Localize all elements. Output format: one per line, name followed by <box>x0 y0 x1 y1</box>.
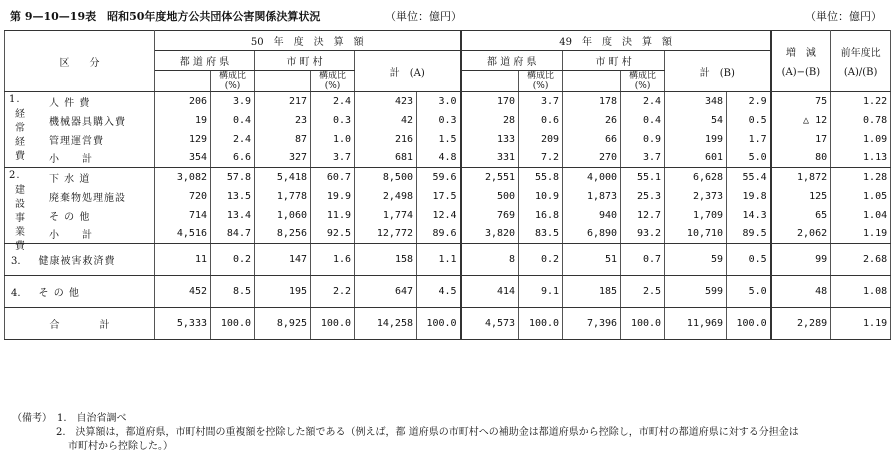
table-cell: 681 <box>355 149 417 168</box>
table-cell: 55.1 <box>621 168 665 187</box>
table-cell: 1.7 <box>727 130 771 149</box>
table-cell: 25.3 <box>621 187 665 206</box>
table-row <box>5 130 891 149</box>
table-cell: 5.0 <box>727 276 771 308</box>
row-name: 小 計 <box>49 154 93 166</box>
table-cell: 10,710 <box>665 225 727 244</box>
table-cell: 217 <box>255 92 311 111</box>
row-label <box>5 225 155 244</box>
header-total-a: 計 (A) <box>355 51 461 92</box>
table-cell: 55.8 <box>519 168 563 187</box>
ratio-unit: (%) <box>634 81 651 91</box>
table-cell: 452 <box>155 276 211 308</box>
table-cell: 2.4 <box>311 92 355 111</box>
table-row <box>5 187 891 206</box>
row-name: 管理運営費 <box>49 135 104 147</box>
table-cell: 42 <box>355 111 417 130</box>
row-number: 3. <box>11 256 21 267</box>
table-cell: 5.0 <box>727 149 771 168</box>
table-cell: 93.2 <box>621 225 665 244</box>
table-cell: 170 <box>461 92 519 111</box>
table-row <box>5 111 891 130</box>
table-cell: 60.7 <box>311 168 355 187</box>
table-cell: 54 <box>665 111 727 130</box>
note-3: 市町村から控除した。） <box>68 441 173 452</box>
table-cell: 2,551 <box>461 168 519 187</box>
table-cell: 199 <box>665 130 727 149</box>
table-cell: 89.5 <box>727 225 771 244</box>
table-cell: 26 <box>563 111 621 130</box>
unit-label-left: （単位：億円） <box>385 10 462 23</box>
table-cell: 3.0 <box>417 92 461 111</box>
row-name: 廃棄物処理施設 <box>49 192 126 204</box>
table-cell: 23 <box>255 111 311 130</box>
table-cell: 216 <box>355 130 417 149</box>
header-amount <box>461 71 519 92</box>
table-title: 第 9—10—19表 昭和50年度地方公共団体公害関係決算状況 <box>10 10 321 23</box>
table-cell: 0.6 <box>519 111 563 130</box>
table-cell: 6.6 <box>211 149 255 168</box>
table-cell: 8,256 <box>255 225 311 244</box>
table-cell: 11 <box>155 244 211 276</box>
header-ratio <box>311 71 355 92</box>
table-cell: 414 <box>461 276 519 308</box>
row-label <box>5 276 155 308</box>
table-cell: 1,709 <box>665 206 727 225</box>
header-pref-49: 都 道 府 県 <box>461 51 563 71</box>
table-cell: 0.3 <box>311 111 355 130</box>
table-cell: 206 <box>155 92 211 111</box>
table-cell: 185 <box>563 276 621 308</box>
row-label <box>5 130 155 149</box>
table-cell: 100.0 <box>417 308 461 340</box>
table-cell: 2,062 <box>771 225 831 244</box>
table-cell: 1.19 <box>831 225 891 244</box>
table-cell: 4,000 <box>563 168 621 187</box>
header-muni-49: 市 町 村 <box>563 51 665 71</box>
table-cell: 16.8 <box>519 206 563 225</box>
table-cell: 75 <box>771 92 831 111</box>
ratio-label: 構成比 <box>527 71 555 81</box>
table-cell: 3.9 <box>211 92 255 111</box>
table-cell: 3.7 <box>519 92 563 111</box>
table-cell: 0.7 <box>621 244 665 276</box>
table-cell: 100.0 <box>311 308 355 340</box>
table-cell: 8.5 <box>211 276 255 308</box>
table-cell: 1.13 <box>831 149 891 168</box>
ratio-label: 構成比 <box>318 71 346 81</box>
table-cell: 6,890 <box>563 225 621 244</box>
table-cell: 158 <box>355 244 417 276</box>
table-cell: 1.19 <box>831 308 891 340</box>
ratio-label: 構成比 <box>218 71 246 81</box>
header-ratio <box>519 71 563 92</box>
table-cell: 83.5 <box>519 225 563 244</box>
table-cell: 1.28 <box>831 168 891 187</box>
header-muni-50: 市 町 村 <box>255 51 355 71</box>
table-cell: 100.0 <box>211 308 255 340</box>
table-cell: 10.9 <box>519 187 563 206</box>
table-cell: 7.2 <box>519 149 563 168</box>
row-number: 4. <box>11 288 21 299</box>
table-cell: 19.9 <box>311 187 355 206</box>
table-cell: 331 <box>461 149 519 168</box>
table-cell: 3,820 <box>461 225 519 244</box>
row-name: そ の 他 <box>38 288 80 299</box>
table-row <box>5 276 891 308</box>
table-cell: 0.5 <box>727 244 771 276</box>
table-cell: 57.8 <box>211 168 255 187</box>
table-cell: 66 <box>563 130 621 149</box>
table-cell: 178 <box>563 92 621 111</box>
total-label: 合 計 <box>5 308 155 340</box>
table-cell: 0.4 <box>211 111 255 130</box>
header-amount <box>255 71 311 92</box>
table-cell: 769 <box>461 206 519 225</box>
row-name: 人 件 費 <box>49 97 91 109</box>
table-cell: 1.5 <box>417 130 461 149</box>
table-cell: 100.0 <box>621 308 665 340</box>
table-cell: 7,396 <box>563 308 621 340</box>
table-cell: 2,373 <box>665 187 727 206</box>
table-cell: 1,872 <box>771 168 831 187</box>
table-cell: 133 <box>461 130 519 149</box>
ratio-unit: (%) <box>224 81 241 91</box>
table-cell: 6,628 <box>665 168 727 187</box>
table-cell: 1.04 <box>831 206 891 225</box>
table-cell: 714 <box>155 206 211 225</box>
table-cell: 100.0 <box>727 308 771 340</box>
table-cell: 1.6 <box>311 244 355 276</box>
table-cell: 4,516 <box>155 225 211 244</box>
group-vertical-title: 経常経費 <box>15 109 26 162</box>
table-row <box>5 149 891 168</box>
table-row <box>5 92 891 111</box>
table-cell: 3.7 <box>621 149 665 168</box>
row-name: 健康被害救済費 <box>38 256 116 267</box>
table-cell: 8 <box>461 244 519 276</box>
header-fy50: 50 年 度 決 算 額 <box>155 31 461 51</box>
header-pref-50: 都 道 府 県 <box>155 51 255 71</box>
ratio-unit: (%) <box>324 81 341 91</box>
ratio-label: 構成比 <box>629 71 657 81</box>
table-cell: 11.9 <box>311 206 355 225</box>
table-cell: 354 <box>155 149 211 168</box>
group-number: 2. <box>9 170 21 181</box>
table-cell: 12,772 <box>355 225 417 244</box>
table-cell: 59.6 <box>417 168 461 187</box>
table-cell: 0.2 <box>519 244 563 276</box>
header-ratio <box>211 71 255 92</box>
table-row <box>5 244 891 276</box>
table-cell: 12.4 <box>417 206 461 225</box>
table-cell: 0.9 <box>621 130 665 149</box>
row-label <box>5 149 155 168</box>
table-cell: 4,573 <box>461 308 519 340</box>
ratio-unit: (%) <box>532 81 549 91</box>
table-cell: 1,778 <box>255 187 311 206</box>
table-row <box>5 206 891 225</box>
table-cell: 14.3 <box>727 206 771 225</box>
table-cell: 1,060 <box>255 206 311 225</box>
table-cell: 4.8 <box>417 149 461 168</box>
table-cell: 28 <box>461 111 519 130</box>
table-cell: 348 <box>665 92 727 111</box>
header-change-label: 増 減 <box>785 48 816 59</box>
table-cell: 17 <box>771 130 831 149</box>
table-cell: 84.7 <box>211 225 255 244</box>
table-cell: 647 <box>355 276 417 308</box>
table-cell: 13.5 <box>211 187 255 206</box>
table-cell: 59 <box>665 244 727 276</box>
table-cell: 147 <box>255 244 311 276</box>
table-cell: 2.68 <box>831 244 891 276</box>
note-1: （備考） 1. 自治省調べ <box>12 413 127 424</box>
pollution-budget-table <box>4 30 891 340</box>
unit-label-right: （単位：億円） <box>805 10 882 23</box>
table-cell: 500 <box>461 187 519 206</box>
header-ratio <box>621 71 665 92</box>
row-label <box>5 111 155 130</box>
table-cell: 89.6 <box>417 225 461 244</box>
table-cell: 92.5 <box>311 225 355 244</box>
header-category: 区 分 <box>5 31 155 92</box>
group-vertical-title: 建設事業費 <box>15 185 26 252</box>
table-cell: 9.1 <box>519 276 563 308</box>
header-amount <box>155 71 211 92</box>
table-cell: 14,258 <box>355 308 417 340</box>
table-cell: 1.05 <box>831 187 891 206</box>
table-row <box>5 225 891 244</box>
table-cell: 87 <box>255 130 311 149</box>
table-cell: 13.4 <box>211 206 255 225</box>
table-cell: 423 <box>355 92 417 111</box>
table-cell: 100.0 <box>519 308 563 340</box>
table-cell: 327 <box>255 149 311 168</box>
header-total-b: 計 (B) <box>665 51 771 92</box>
table-cell: 65 <box>771 206 831 225</box>
table-cell: 1.09 <box>831 130 891 149</box>
note-2: 2. 決算額は，都道府県，市町村間の重複額を控除した額である（例えば，都 道府県の市町村への補助金は都道府県から控除し，市町村の都道府県に対する分担金は <box>56 427 799 438</box>
table-cell: 720 <box>155 187 211 206</box>
table-cell: 1,774 <box>355 206 417 225</box>
table-cell: 80 <box>771 149 831 168</box>
table-cell: 11,969 <box>665 308 727 340</box>
table-cell: 3,082 <box>155 168 211 187</box>
table-cell: 99 <box>771 244 831 276</box>
table-cell: 8,500 <box>355 168 417 187</box>
table-cell: 2.5 <box>621 276 665 308</box>
table-cell: △ 12 <box>771 111 831 130</box>
row-name: 下 水 道 <box>49 173 91 185</box>
group-number: 1. <box>9 94 21 105</box>
table-cell: 1.08 <box>831 276 891 308</box>
table-cell: 599 <box>665 276 727 308</box>
table-cell: 2.4 <box>621 92 665 111</box>
table-cell: 209 <box>519 130 563 149</box>
table-body <box>5 92 891 340</box>
table-cell: 17.5 <box>417 187 461 206</box>
row-name: 機械器具購入費 <box>49 116 126 128</box>
table-cell: 195 <box>255 276 311 308</box>
row-label <box>5 206 155 225</box>
notes <box>8 412 799 454</box>
row-name: 小 計 <box>49 230 93 242</box>
table-cell: 940 <box>563 206 621 225</box>
table-cell: 0.5 <box>727 111 771 130</box>
table-row <box>5 168 891 187</box>
header-fy49: 49 年 度 決 算 額 <box>461 31 771 51</box>
table-cell: 0.4 <box>621 111 665 130</box>
table-cell: 48 <box>771 276 831 308</box>
table-cell: 3.7 <box>311 149 355 168</box>
table-cell: 1.1 <box>417 244 461 276</box>
header-amount <box>563 71 621 92</box>
table-cell: 12.7 <box>621 206 665 225</box>
table-cell: 0.2 <box>211 244 255 276</box>
table-cell: 125 <box>771 187 831 206</box>
header-prev-ratio-formula: (A)/(B) <box>843 67 878 78</box>
table-cell: 19 <box>155 111 211 130</box>
table-cell: 4.5 <box>417 276 461 308</box>
total-row <box>5 308 891 340</box>
table-cell: 2,498 <box>355 187 417 206</box>
table-cell: 0.3 <box>417 111 461 130</box>
table-cell: 5,333 <box>155 308 211 340</box>
row-name: そ の 他 <box>49 211 91 223</box>
header-change <box>771 31 831 92</box>
header-prev-ratio <box>831 31 891 92</box>
table-cell: 2.4 <box>211 130 255 149</box>
table-cell: 1.0 <box>311 130 355 149</box>
header-prev-ratio-label: 前年度比 <box>840 48 881 59</box>
table-cell: 2.9 <box>727 92 771 111</box>
table-cell: 601 <box>665 149 727 168</box>
table-cell: 8,925 <box>255 308 311 340</box>
table-cell: 1.22 <box>831 92 891 111</box>
table-cell: 129 <box>155 130 211 149</box>
table-cell: 2.2 <box>311 276 355 308</box>
table-cell: 19.8 <box>727 187 771 206</box>
table-cell: 51 <box>563 244 621 276</box>
header-change-formula: (A)−(B) <box>781 67 821 78</box>
table-cell: 270 <box>563 149 621 168</box>
row-label <box>5 187 155 206</box>
table-cell: 2,289 <box>771 308 831 340</box>
table-cell: 1,873 <box>563 187 621 206</box>
table-cell: 0.78 <box>831 111 891 130</box>
table-cell: 55.4 <box>727 168 771 187</box>
table-cell: 5,418 <box>255 168 311 187</box>
